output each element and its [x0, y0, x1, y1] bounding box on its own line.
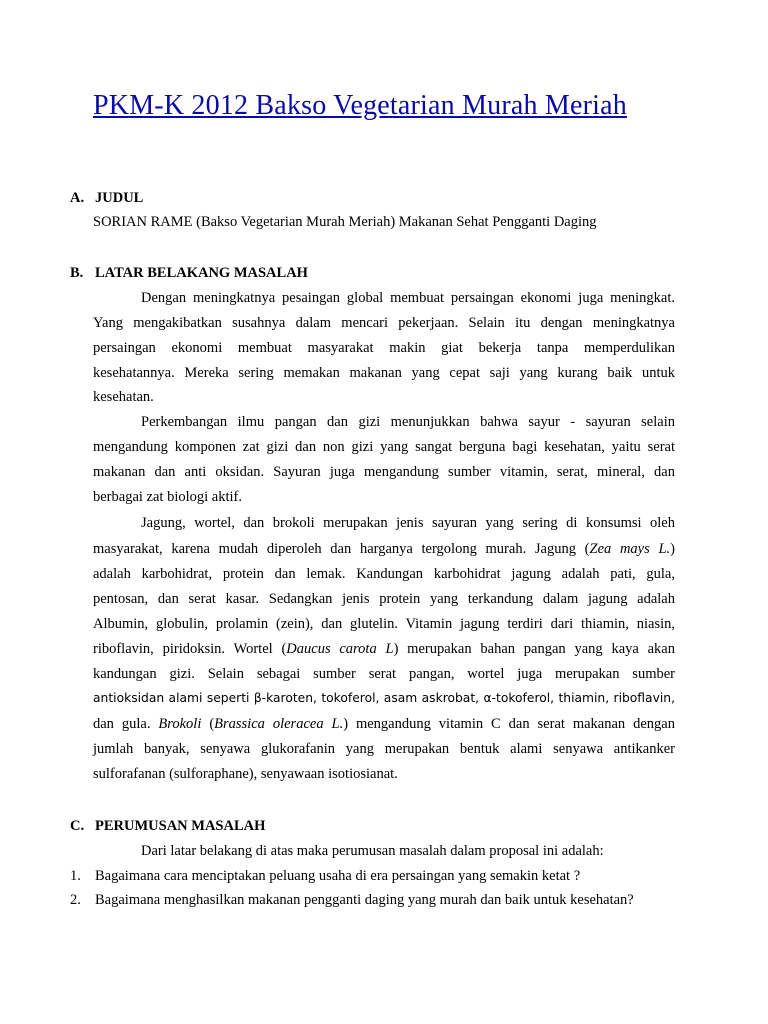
- section-a-heading: [70, 190, 143, 207]
- paragraph-line: Albumin, globulin, prolamin (zein), dan glutelin. Vitamin jagung terdiri dari thiamin, niasin,: [93, 616, 675, 632]
- list-text: Bagaimana cara menciptakan peluang usaha di era persaingan yang semakin ketat ?: [95, 868, 581, 884]
- list-number: 2.: [70, 892, 81, 908]
- paragraph-line: kesehatannya. Mereka sering memakan makanan yang cepat saji yang kurang baik untuk: [93, 365, 675, 381]
- section-c-heading: [70, 818, 265, 835]
- section-b-title: LATAR BELAKANG MASALAH: [95, 265, 308, 281]
- paragraph-line: sulforafanan (sulforaphane), senyawaan isotiosianat.: [93, 766, 398, 782]
- italic-species: Zea mays L.: [589, 541, 671, 557]
- list-item: [70, 892, 634, 909]
- list-item: [70, 868, 580, 885]
- paragraph-line: antioksidan alami seperti β-karoten, tokoferol, asam askrobat, α-tokoferol, thiamin, riboflavin,: [93, 691, 675, 705]
- italic-plant-name: Brokoli: [158, 716, 202, 732]
- section-a-text: SORIAN RAME (Bakso Vegetarian Murah Meriah) Makanan Sehat Pengganti Daging: [93, 214, 597, 230]
- paragraph-line: Dengan meningkatnya pesaingan global membuat persaingan ekonomi juga meningkat.: [141, 290, 675, 306]
- italic-species: Brassica oleracea L.: [214, 716, 344, 732]
- paragraph-line: Perkembangan ilmu pangan dan gizi menunjukkan bahwa sayur - sayuran selain: [141, 414, 675, 430]
- section-a-letter: A.: [70, 190, 85, 206]
- section-a-title: JUDUL: [95, 190, 144, 206]
- document-title[interactable]: PKM-K 2012 Bakso Vegetarian Murah Meriah: [93, 90, 627, 121]
- section-c-title: PERUMUSAN MASALAH: [95, 818, 266, 834]
- paragraph-line-daucus: [93, 641, 675, 658]
- paragraph-line: berbagai zat biologi aktif.: [93, 489, 242, 505]
- paragraph-line: jumlah banyak, senyawa glukorafanin yang merupakan bentuk alami senyawa antikanker: [93, 741, 675, 757]
- text-run: ) mengandung vitamin C dan serat makanan dengan: [343, 716, 675, 732]
- text-run: ) merupakan bahan pangan yang kaya akan: [393, 641, 675, 657]
- paragraph-line: kesehatan.: [93, 389, 154, 405]
- paragraph-line: Yang mengakibatkan susahnya dalam mencari pekerjaan. Selain itu dengan meningkatnya: [93, 315, 675, 331]
- text-run: ): [670, 541, 675, 557]
- italic-species: Daucus carota L: [286, 641, 394, 657]
- section-b-letter: B.: [70, 265, 84, 281]
- text-run: (: [201, 716, 215, 732]
- section-b-heading: [70, 265, 308, 282]
- paragraph-line: mengandung komponen zat gizi dan non gizi yang sangat berguna bagi kesehatan, yaitu serat: [93, 439, 675, 455]
- section-c-letter: C.: [70, 818, 85, 834]
- paragraph-line: makanan dan anti oksidan. Sayuran juga mengandung sumber vitamin, serat, mineral, dan: [93, 464, 675, 480]
- paragraph-line: kandungan gizi. Selain sebagai sumber serat pangan, wortel juga merupakan sumber: [93, 666, 675, 682]
- paragraph-line: pentosan, dan serat kasar. Sedangkan jenis protein yang terkandung dalam jagung adalah: [93, 591, 675, 607]
- paragraph-line-brokoli: [93, 716, 675, 733]
- text-run: riboflavin, piridoksin. Wortel (: [93, 641, 287, 657]
- paragraph-line: persaingan ekonomi membuat masyarakat makin giat bekerja tanpa memperdulikan: [93, 340, 675, 356]
- paragraph-line-zea: [93, 541, 675, 558]
- text-run: masyarakat, karena mudah diperoleh dan harganya tergolong murah. Jagung (: [93, 541, 590, 557]
- section-c-intro: Dari latar belakang di atas maka perumusan masalah dalam proposal ini adalah:: [141, 843, 604, 859]
- list-number: 1.: [70, 868, 81, 884]
- text-run: dan gula.: [93, 716, 159, 732]
- list-text: Bagaimana menghasilkan makanan pengganti daging yang murah dan baik untuk kesehatan?: [95, 892, 634, 908]
- paragraph-line: Jagung, wortel, dan brokoli merupakan jenis sayuran yang sering di konsumsi oleh: [141, 515, 675, 531]
- paragraph-line: adalah karbohidrat, protein dan lemak. Kandungan karbohidrat jagung adalah pati, gula,: [93, 566, 675, 582]
